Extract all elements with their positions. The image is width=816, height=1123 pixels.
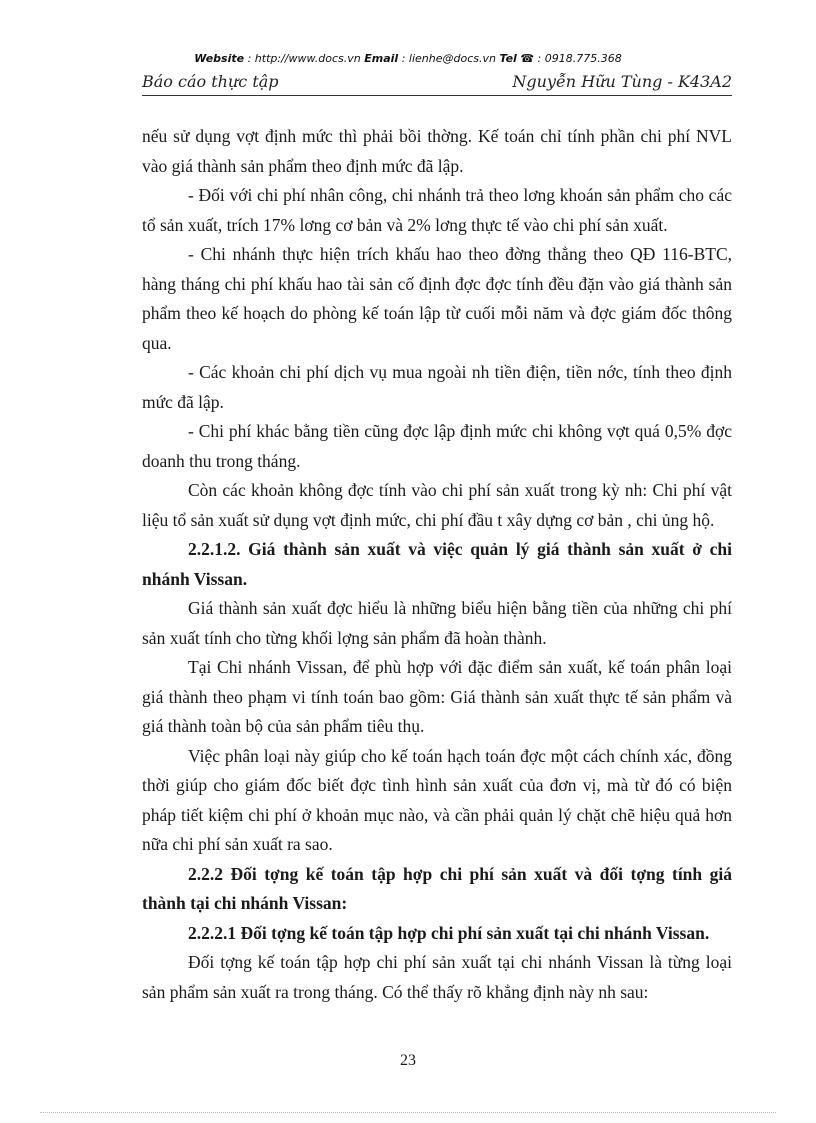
body-paragraph: Còn các khoản không đợc tính vào chi phí sản xuất trong kỳ nh: Chi phí vật liệu tổ sản xuất sử dụng vợt định mức, chi phí đầu t xây dựng cơ bản , chi ủng hộ. [142,480,732,530]
body-paragraph: Tại Chi nhánh Vissan, để phù hợp với đặc điểm sản xuất, kế toán phân loại giá thành theo phạm vi tính toán bao gồm: Giá thành sản xuất thực tế sản phẩm và giá thành toàn bộ của sản phẩm tiêu thụ. [142,657,732,736]
body-paragraph: Đối tợng kế toán tập hợp chi phí sản xuất tại chi nhánh Vissan là từng loại sản phẩm sản xuất ra trong tháng. Có thể thấy rõ khẳng định này nh sau: [142,952,732,1002]
section-heading: 2.2.2 Đối tợng kế toán tập hợp chi phí sản xuất và đối tợng tính giá thành tại chi nhánh Vissan: [142,863,732,913]
section-heading: 2.2.2.1 Đối tợng kế toán tập hợp chi phí sản xuất tại chi nhánh Vissan. [188,922,710,943]
email-value: : lienhe@docs.vn [398,52,500,65]
section-heading: 2.2.1.2. Giá thành sản xuất và việc quản lý giá thành sản xuất ở chi nhánh Vissan. [142,539,732,589]
site-contact-line [0,52,816,65]
body-paragraph: - Chi nhánh thực hiện trích khấu hao theo đờng thẳng theo QĐ 116-BTC, hàng tháng chi phí khấu hao tài sản cố định đợc đợc tính đều đặn vào giá thành sản phẩm theo kế hoạch do phòng kế toán lập từ cuối mỗi năm và đợc giám đốc thông qua. [142,244,732,353]
header-report-title: Báo cáo thực tập [142,72,279,91]
page-bottom-divider [40,1112,776,1113]
body-paragraph: - Các khoản chi phí dịch vụ mua ngoài nh tiền điện, tiền nớc, tính theo định mức đã lập. [142,362,732,412]
website-value: : http://www.docs.vn [244,52,365,65]
body-paragraph: Việc phân loại này giúp cho kế toán hạch toán đợc một cách chính xác, đồng thời giúp cho giám đốc biết đợc tình hình sản xuất của đơn vị, mà từ đó có biện pháp tiết kiệm chi phí ở khoản mục nào, và cần phải quản lý chặt chẽ hiệu quả hơn nữa chi phí sản xuất ra sao. [142,745,732,854]
body-text [142,122,732,1007]
header-divider [142,95,732,96]
tel-label: Tel [499,52,517,65]
body-paragraph: Giá thành sản xuất đợc hiểu là những biểu hiện bằng tiền của những chi phí sản xuất tính cho từng khối lợng sản phẩm đã hoàn thành. [142,598,732,648]
page-number: 23 [400,1052,416,1069]
header-author: Nguyễn Hữu Tùng - K43A2 [512,72,732,91]
body-paragraph: - Đối với chi phí nhân công, chi nhánh trả theo lơng khoán sản phẩm cho các tổ sản xuất, trích 17% lơng cơ bản và 2% lơng thực tế vào chi phí sản xuất. [142,185,732,235]
website-label: Website [194,52,245,65]
phone-icon: ☎ [520,52,535,65]
body-paragraph: - Chi phí khác bằng tiền cũng đợc lập định mức chi không vợt quá 0,5% đợc doanh thu trong tháng. [142,421,732,471]
body-paragraph: nếu sử dụng vợt định mức thì phải bồi thờng. Kế toán chỉ tính phần chi phí NVL vào giá thành sản phẩm theo định mức đã lập. [142,126,732,176]
email-label: Email [364,52,399,65]
running-header [142,70,732,94]
tel-value: : 0918.775.368 [534,52,622,65]
